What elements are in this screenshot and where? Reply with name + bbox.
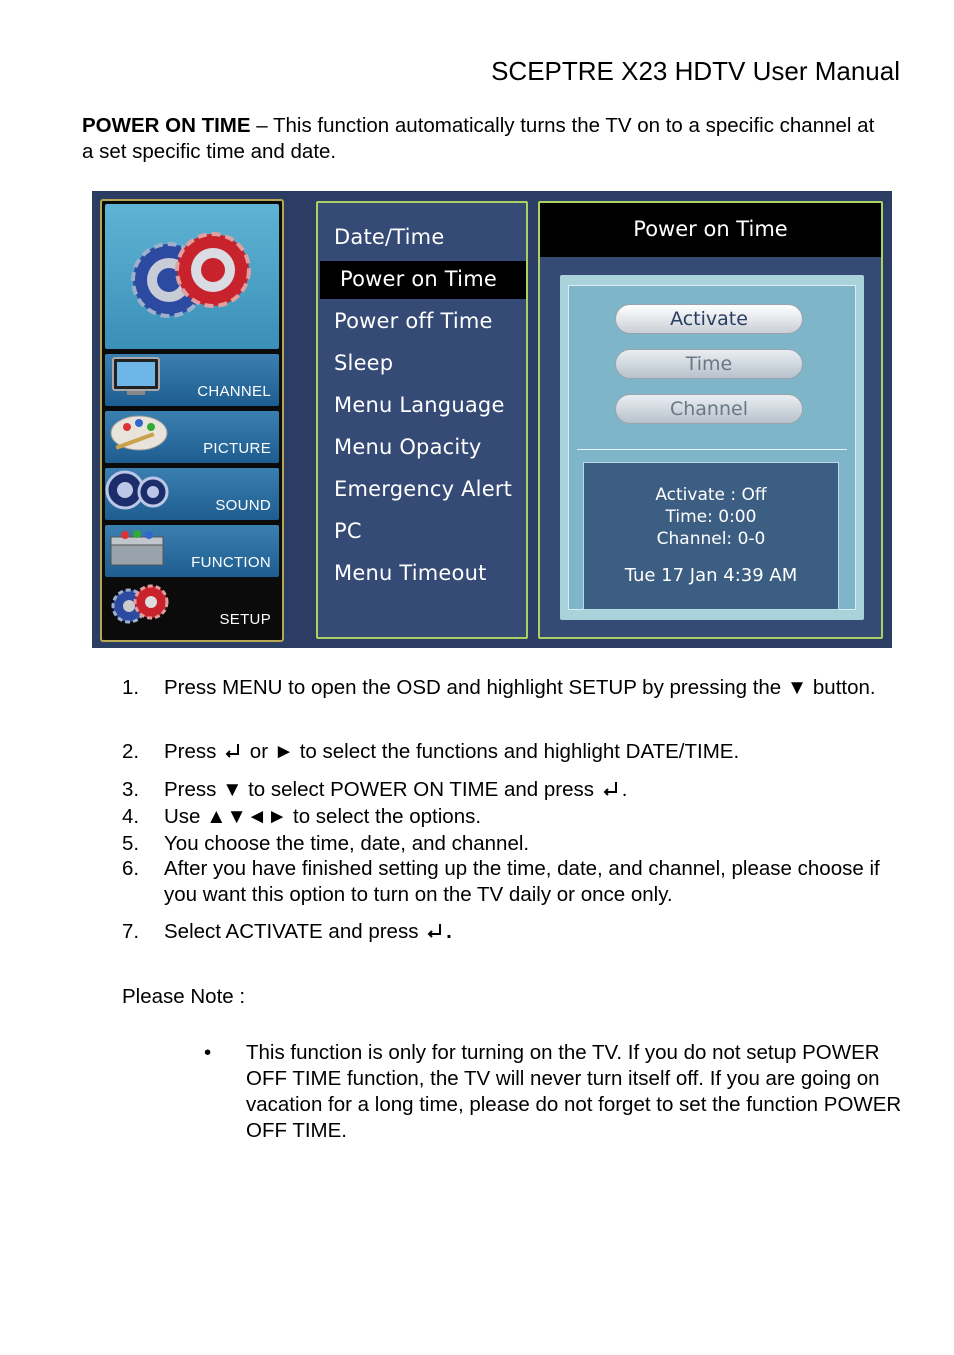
- osd-screenshot: [92, 191, 892, 648]
- step-text: Press ▼ to select POWER ON TIME and press .: [164, 778, 628, 801]
- osd-side-menu: [100, 199, 284, 642]
- setup-menu-list: [316, 201, 528, 639]
- menu-item-power-on-time[interactable]: Power on Time: [340, 267, 497, 291]
- side-item-label: CHANNEL: [197, 383, 271, 400]
- side-item-label: PICTURE: [203, 440, 271, 457]
- step-number: 1.: [122, 676, 140, 699]
- side-item-label: FUNCTION: [191, 554, 271, 571]
- intro-term: POWER ON TIME: [82, 114, 251, 137]
- step-number: 7.: [122, 920, 140, 943]
- gears-logo-icon: [125, 222, 259, 332]
- status-channel: Channel: 0-0: [656, 529, 766, 549]
- intro-text: – This function automatically turns the TV on to a specific channel at a set specific time and date.: [82, 114, 875, 163]
- step-text: After you have finished setting up the time, date, and channel, please choose if you want this option to turn on the TV daily or once only.: [164, 857, 880, 906]
- step-text: You choose the time, date, and channel.: [164, 832, 530, 855]
- step-number: 6.: [122, 857, 140, 880]
- tv-icon: [105, 354, 177, 398]
- side-item-label: SOUND: [215, 497, 271, 514]
- page-header-title: SCEPTRE X23 HDTV User Manual: [491, 56, 900, 86]
- side-item-setup[interactable]: [105, 582, 279, 634]
- enter-key-icon: [426, 923, 444, 939]
- menu-item-sleep[interactable]: Sleep: [334, 351, 394, 375]
- step-text: Press MENU to open the OSD and highlight SETUP by pressing the ▼ button.: [164, 676, 876, 699]
- status-time: Time: 0:00: [665, 507, 757, 527]
- enter-key-icon: [602, 781, 620, 797]
- menu-item-date-time[interactable]: Date/Time: [334, 225, 445, 249]
- side-item-channel[interactable]: [105, 354, 279, 406]
- intro-paragraph: [82, 113, 882, 165]
- menu-item-menu-language[interactable]: Menu Language: [334, 393, 505, 417]
- note-title: Please Note :: [122, 985, 246, 1008]
- power-on-time-panel: [538, 201, 883, 639]
- status-datetime: Tue 17 Jan 4:39 AM: [624, 565, 798, 586]
- panel-inner: [568, 285, 856, 610]
- step-number: 3.: [122, 778, 140, 801]
- menu-item-menu-opacity[interactable]: Menu Opacity: [334, 435, 482, 459]
- bullet-dot: •: [204, 1041, 212, 1064]
- activate-button[interactable]: Activate: [615, 304, 803, 334]
- palette-icon: [105, 411, 177, 455]
- time-button[interactable]: Time: [615, 349, 803, 379]
- panel-title: Power on Time: [633, 217, 788, 241]
- menu-item-menu-timeout[interactable]: Menu Timeout: [334, 561, 487, 585]
- note-text: This function is only for turning on the TV. If you do not setup POWER OFF TIME function, the TV will never turn itself off. If you are going on vacation for a long time, please do not forget to set the function POWER OFF TIME.: [246, 1041, 902, 1142]
- panel-divider: [577, 449, 847, 450]
- channel-button[interactable]: Channel: [615, 394, 803, 424]
- menu-item-power-off-time[interactable]: Power off Time: [334, 309, 493, 333]
- side-item-label: SETUP: [219, 611, 271, 628]
- status-activate: Activate : Off: [655, 485, 767, 505]
- step-text: Use ▲▼◄► to select the options.: [164, 805, 482, 828]
- setup-logo: [105, 204, 279, 349]
- side-item-function[interactable]: [105, 525, 279, 577]
- step-text: Press or ► to select the functions and highlight DATE/TIME.: [164, 740, 740, 763]
- status-box: [583, 462, 839, 610]
- step-number: 4.: [122, 805, 140, 828]
- menu-item-pc[interactable]: PC: [334, 519, 362, 543]
- step-text: Select ACTIVATE and press .: [164, 920, 452, 943]
- toolbox-icon: [105, 525, 177, 569]
- side-item-sound[interactable]: [105, 468, 279, 520]
- menu-item-emergency-alert[interactable]: Emergency Alert: [334, 477, 513, 501]
- enter-key-icon: [224, 743, 242, 759]
- step-number: 2.: [122, 740, 140, 763]
- gears-icon: [105, 582, 177, 626]
- side-item-picture[interactable]: [105, 411, 279, 463]
- panel-body: [560, 275, 864, 620]
- speaker-icon: [105, 468, 177, 512]
- step-number: 5.: [122, 832, 140, 855]
